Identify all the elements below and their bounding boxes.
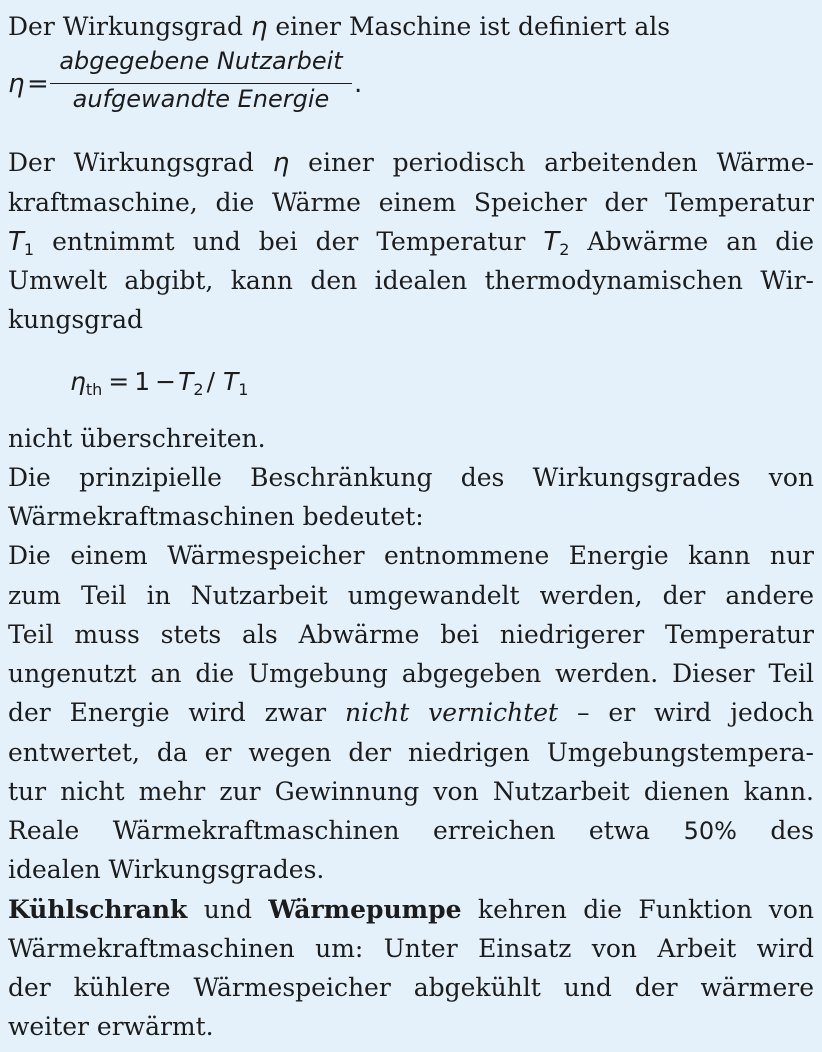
eta-symbol: η bbox=[250, 12, 268, 42]
line-text: einer periodisch arbeitenden Wärme- bbox=[289, 148, 814, 178]
text-line bbox=[8, 693, 814, 732]
text-line: Teil muss stets als Abwärme bei niedrigerer Temperatur bbox=[8, 619, 814, 649]
line-text: des bbox=[736, 816, 815, 845]
text-line bbox=[8, 143, 814, 182]
ideal-efficiency-formula bbox=[8, 340, 814, 419]
text-line bbox=[8, 811, 814, 850]
text-line: Wärmekraftmaschinen bedeutet: bbox=[8, 502, 424, 531]
line-text: kehren die Funktion von bbox=[461, 894, 814, 924]
text-line: Wärmekraftmaschinen um: Unter Einsatz von Arbeit wird bbox=[8, 933, 814, 963]
text-line: Die einem Wärmespeicher entnommene Energie kann nur bbox=[8, 541, 814, 571]
temperature-symbol: T bbox=[8, 226, 24, 257]
eta-index: th bbox=[85, 379, 103, 399]
ideal-efficiency-section bbox=[8, 143, 814, 458]
eta-symbol: η bbox=[8, 69, 25, 100]
text-line: tur nicht mehr zur Gewinnung von Nutzarbeit dienen kann. bbox=[8, 776, 814, 806]
line-text: und bbox=[187, 894, 269, 924]
temperature-index: 1 bbox=[238, 379, 249, 399]
temperature-symbol: T bbox=[178, 366, 194, 396]
text-line: Die prinzipielle Beschränkung des Wirkungsgrades von bbox=[8, 462, 814, 492]
number-one: 1 bbox=[134, 366, 151, 396]
line-text: Reale Wärmekraftmaschinen erreichen etwa bbox=[8, 816, 684, 845]
text-line: nicht überschreiten. bbox=[8, 423, 266, 453]
efficiency-definition-formula bbox=[8, 46, 814, 143]
text-line: weiter erwärmt. bbox=[8, 1012, 214, 1042]
definition-section bbox=[8, 7, 814, 143]
fraction-denominator: aufgewandte Energie bbox=[72, 85, 330, 114]
line-text: entnimmt und bei der Temperatur bbox=[34, 226, 544, 256]
line-text: – er wird jedoch bbox=[558, 698, 814, 728]
text-line: idealen Wirkungsgrades. bbox=[8, 855, 325, 885]
emphasized-text: nicht vernichtet bbox=[345, 698, 559, 728]
text-line bbox=[8, 890, 814, 929]
eta-symbol: η bbox=[272, 148, 290, 179]
temperature-index: 1 bbox=[23, 239, 35, 259]
bold-term: Kühlschrank bbox=[8, 894, 188, 924]
equals-sign: = bbox=[108, 366, 130, 396]
minus-sign: − bbox=[155, 366, 177, 396]
text-line: zum Teil in Nutzarbeit umgewandelt werden, der andere bbox=[8, 580, 814, 610]
line-text: Der Wirkungsgrad bbox=[8, 148, 273, 178]
reversal-section bbox=[8, 890, 814, 1047]
sentence-text: Der Wirkungsgrad bbox=[8, 12, 251, 41]
text-line: kungsgrad bbox=[8, 305, 144, 335]
consequence-section bbox=[8, 536, 814, 889]
text-line bbox=[8, 222, 814, 261]
temperature-symbol: T bbox=[223, 366, 239, 396]
text-line: entwertet, da er wegen der niedrigen Umgebungstempera- bbox=[8, 737, 814, 767]
formula-period: . bbox=[354, 69, 363, 100]
text-line: der kühlere Wärmespeicher abgekühlt und der wärmere bbox=[8, 973, 814, 1002]
division-slash: / bbox=[206, 366, 215, 396]
line-text: Abwärme an die bbox=[569, 226, 815, 256]
bold-term: Wärmepumpe bbox=[268, 894, 462, 924]
temperature-symbol: T bbox=[543, 226, 560, 257]
fraction bbox=[50, 46, 352, 114]
text-line: Umwelt abgibt, kann den idealen thermodynamischen Wir- bbox=[8, 266, 814, 295]
eta-symbol: η bbox=[70, 366, 86, 396]
temperature-index: 2 bbox=[193, 379, 204, 399]
percentage-value: 50% bbox=[683, 817, 737, 845]
sentence-text: einer Maschine ist definiert als bbox=[267, 12, 671, 41]
text-line: kraftmaschine, die Wärme einem Speicher der Temperatur bbox=[8, 187, 814, 217]
fraction-numerator: abgegebene Nutzarbeit bbox=[50, 46, 352, 84]
definition-sentence bbox=[8, 7, 814, 46]
text-line: ungenutzt an die Umgebung abgegeben werden. Dieser Teil bbox=[8, 659, 814, 688]
limitation-section bbox=[8, 458, 814, 537]
line-text: der Energie wird zwar bbox=[8, 698, 345, 728]
temperature-index: 2 bbox=[559, 239, 570, 259]
equals-sign: = bbox=[27, 69, 49, 100]
